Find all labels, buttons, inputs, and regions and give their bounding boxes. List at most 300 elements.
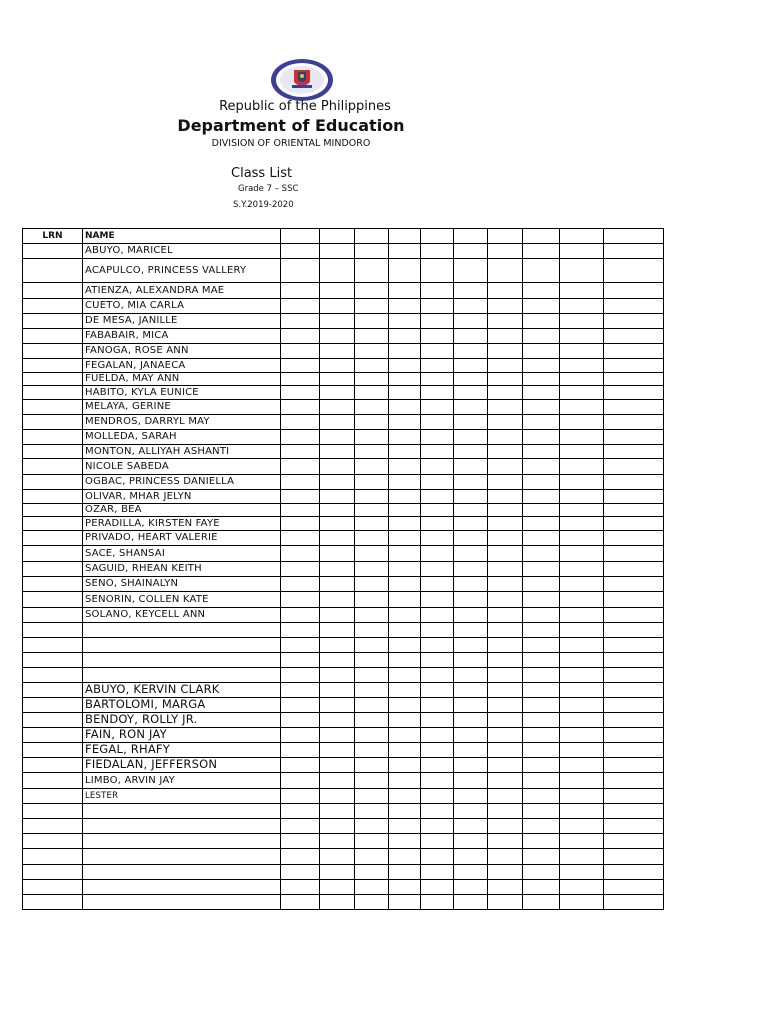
grade-cell	[389, 698, 421, 713]
grade-cell	[604, 804, 664, 819]
grade-cell	[523, 880, 560, 895]
grade-cell	[454, 834, 488, 849]
grade-cell	[281, 546, 320, 562]
grade-cell	[488, 683, 523, 698]
grade-cell	[320, 244, 355, 259]
grade-cell	[454, 490, 488, 504]
grade-cell	[488, 459, 523, 475]
grade-cell	[604, 430, 664, 445]
grade-cell	[604, 713, 664, 728]
student-name-cell: BARTOLOMI, MARGA	[83, 698, 281, 713]
grade-cell	[389, 259, 421, 283]
grade-cell	[560, 531, 604, 546]
table-row	[23, 592, 664, 608]
student-name-cell: OGBAC, PRINCESS DANIELLA	[83, 475, 281, 490]
table-row	[23, 415, 664, 430]
grade-cell	[560, 668, 604, 683]
grade-cell	[523, 244, 560, 259]
grade-cell	[560, 773, 604, 789]
student-name-cell	[83, 638, 281, 653]
grade-cell	[488, 430, 523, 445]
grade-cell	[488, 880, 523, 895]
grade-column-header	[355, 229, 389, 244]
grade-cell	[281, 819, 320, 834]
grade-column-header	[421, 229, 454, 244]
grade-cell	[281, 562, 320, 577]
grade-cell	[421, 698, 454, 713]
table-row	[23, 531, 664, 546]
grade-cell	[421, 430, 454, 445]
table-row	[23, 475, 664, 490]
table-row	[23, 819, 664, 834]
grade-cell	[355, 819, 389, 834]
school-year: S.Y.2019-2020	[233, 200, 294, 210]
student-name-cell	[83, 804, 281, 819]
grade-cell	[281, 415, 320, 430]
grade-cell	[523, 386, 560, 400]
grade-cell	[523, 849, 560, 865]
student-name-cell: CUETO, MIA CARLA	[83, 299, 281, 314]
grade-cell	[320, 314, 355, 329]
grade-cell	[488, 314, 523, 329]
grade-cell	[281, 490, 320, 504]
grade-cell	[421, 314, 454, 329]
grade-cell	[355, 592, 389, 608]
student-name-cell: FUELDA, MAY ANN	[83, 373, 281, 386]
grade-cell	[281, 244, 320, 259]
grade-cell	[454, 623, 488, 638]
table-row	[23, 430, 664, 445]
grade-cell	[560, 359, 604, 373]
lrn-cell	[23, 373, 83, 386]
grade-cell	[355, 546, 389, 562]
grade-cell	[421, 849, 454, 865]
lrn-cell	[23, 773, 83, 789]
grade-cell	[320, 504, 355, 517]
grade-cell	[454, 758, 488, 773]
student-name-cell: FABABAIR, MICA	[83, 329, 281, 344]
grade-cell	[389, 517, 421, 531]
grade-cell	[604, 895, 664, 910]
grade-cell	[389, 865, 421, 880]
grade-cell	[523, 865, 560, 880]
grade-cell	[389, 329, 421, 344]
grade-cell	[454, 728, 488, 743]
grade-cell	[281, 344, 320, 359]
table-row	[23, 743, 664, 758]
grade-cell	[488, 562, 523, 577]
student-name-cell: OZAR, BEA	[83, 504, 281, 517]
grade-cell	[320, 517, 355, 531]
grade-cell	[454, 804, 488, 819]
grade-cell	[421, 400, 454, 415]
grade-cell	[560, 623, 604, 638]
grade-cell	[488, 698, 523, 713]
grade-cell	[389, 490, 421, 504]
lrn-cell	[23, 819, 83, 834]
grade-cell	[488, 400, 523, 415]
grade-cell	[560, 475, 604, 490]
lrn-cell	[23, 608, 83, 623]
grade-cell	[389, 359, 421, 373]
lrn-cell	[23, 531, 83, 546]
grade-cell	[560, 834, 604, 849]
student-name-cell: SOLANO, KEYCELL ANN	[83, 608, 281, 623]
grade-cell	[604, 373, 664, 386]
table-row	[23, 259, 664, 283]
grade-cell	[560, 653, 604, 668]
grade-cell	[421, 789, 454, 804]
grade-section: Grade 7 – SSC	[238, 184, 299, 194]
grade-cell	[281, 577, 320, 592]
grade-cell	[488, 531, 523, 546]
grade-cell	[454, 865, 488, 880]
table-row	[23, 713, 664, 728]
table-row	[23, 577, 664, 592]
student-name-cell: FIEDALAN, JEFFERSON	[83, 758, 281, 773]
table-row	[23, 849, 664, 865]
grade-cell	[421, 459, 454, 475]
grade-cell	[281, 880, 320, 895]
grade-cell	[604, 445, 664, 459]
grade-cell	[488, 592, 523, 608]
grade-cell	[389, 683, 421, 698]
lrn-cell	[23, 789, 83, 804]
grade-cell	[421, 743, 454, 758]
grade-cell	[488, 490, 523, 504]
grade-cell	[604, 562, 664, 577]
table-row	[23, 546, 664, 562]
grade-cell	[604, 834, 664, 849]
lrn-cell	[23, 683, 83, 698]
grade-cell	[454, 299, 488, 314]
grade-cell	[454, 653, 488, 668]
name-column-header: NAME	[83, 229, 281, 244]
grade-cell	[454, 638, 488, 653]
grade-cell	[488, 577, 523, 592]
grade-cell	[281, 653, 320, 668]
lrn-cell	[23, 386, 83, 400]
class-list-title: Class List	[231, 166, 293, 181]
grade-cell	[523, 329, 560, 344]
grade-cell	[523, 517, 560, 531]
grade-cell	[281, 758, 320, 773]
table-row	[23, 758, 664, 773]
grade-cell	[355, 638, 389, 653]
grade-cell	[421, 653, 454, 668]
grade-cell	[454, 849, 488, 865]
grade-cell	[454, 562, 488, 577]
grade-cell	[355, 430, 389, 445]
student-name-cell: MENDROS, DARRYL MAY	[83, 415, 281, 430]
grade-cell	[281, 668, 320, 683]
grade-cell	[604, 773, 664, 789]
grade-cell	[523, 577, 560, 592]
table-row	[23, 314, 664, 329]
table-row	[23, 789, 664, 804]
grade-cell	[604, 283, 664, 299]
grade-cell	[560, 728, 604, 743]
grade-cell	[421, 895, 454, 910]
grade-cell	[454, 415, 488, 430]
grade-cell	[454, 698, 488, 713]
grade-cell	[560, 804, 604, 819]
student-name-cell: ACAPULCO, PRINCESS VALLERY	[83, 259, 281, 283]
grade-cell	[421, 531, 454, 546]
student-name-cell: SAGUID, RHEAN KEITH	[83, 562, 281, 577]
grade-cell	[604, 849, 664, 865]
student-name-cell: HABITO, KYLA EUNICE	[83, 386, 281, 400]
grade-cell	[281, 698, 320, 713]
table-row	[23, 683, 664, 698]
lrn-cell	[23, 849, 83, 865]
table-row	[23, 459, 664, 475]
grade-column-header	[604, 229, 664, 244]
lrn-cell	[23, 344, 83, 359]
table-row	[23, 608, 664, 623]
table-row	[23, 834, 664, 849]
lrn-cell	[23, 758, 83, 773]
grade-cell	[355, 373, 389, 386]
student-name-cell	[83, 880, 281, 895]
lrn-cell	[23, 283, 83, 299]
table-row	[23, 344, 664, 359]
grade-cell	[604, 299, 664, 314]
grade-cell	[355, 728, 389, 743]
grade-cell	[281, 430, 320, 445]
grade-cell	[421, 329, 454, 344]
student-name-cell: BENDOY, ROLLY JR.	[83, 713, 281, 728]
grade-cell	[454, 743, 488, 758]
grade-cell	[454, 713, 488, 728]
grade-cell	[604, 504, 664, 517]
grade-cell	[421, 683, 454, 698]
grade-cell	[421, 623, 454, 638]
grade-cell	[488, 865, 523, 880]
grade-cell	[320, 728, 355, 743]
class-list-table	[22, 228, 664, 910]
grade-cell	[320, 386, 355, 400]
table-row	[23, 880, 664, 895]
grade-cell	[281, 608, 320, 623]
grade-cell	[523, 430, 560, 445]
grade-cell	[488, 329, 523, 344]
grade-cell	[281, 373, 320, 386]
grade-cell	[604, 758, 664, 773]
grade-cell	[523, 490, 560, 504]
grade-cell	[454, 592, 488, 608]
student-name-cell: FEGALAN, JANAECA	[83, 359, 281, 373]
grade-cell	[488, 653, 523, 668]
lrn-cell	[23, 698, 83, 713]
student-name-cell	[83, 895, 281, 910]
grade-cell	[320, 773, 355, 789]
grade-cell	[560, 608, 604, 623]
grade-cell	[560, 344, 604, 359]
grade-cell	[421, 592, 454, 608]
grade-cell	[488, 517, 523, 531]
grade-cell	[454, 683, 488, 698]
grade-cell	[389, 773, 421, 789]
grade-cell	[355, 283, 389, 299]
grade-cell	[560, 880, 604, 895]
grade-cell	[454, 789, 488, 804]
grade-cell	[604, 880, 664, 895]
grade-cell	[421, 344, 454, 359]
grade-cell	[389, 531, 421, 546]
grade-cell	[355, 773, 389, 789]
grade-cell	[454, 546, 488, 562]
grade-cell	[320, 638, 355, 653]
grade-cell	[389, 344, 421, 359]
grade-cell	[320, 283, 355, 299]
grade-cell	[421, 415, 454, 430]
grade-cell	[488, 789, 523, 804]
grade-cell	[281, 804, 320, 819]
table-body	[23, 244, 664, 910]
grade-cell	[355, 713, 389, 728]
student-name-cell	[83, 819, 281, 834]
lrn-cell	[23, 668, 83, 683]
lrn-cell	[23, 834, 83, 849]
grade-cell	[320, 344, 355, 359]
table-row	[23, 400, 664, 415]
grade-cell	[560, 819, 604, 834]
grade-cell	[320, 592, 355, 608]
grade-cell	[389, 562, 421, 577]
grade-cell	[454, 386, 488, 400]
lrn-cell	[23, 592, 83, 608]
lrn-cell	[23, 475, 83, 490]
grade-cell	[604, 728, 664, 743]
grade-cell	[320, 490, 355, 504]
grade-cell	[523, 415, 560, 430]
grade-cell	[454, 259, 488, 283]
grade-cell	[355, 895, 389, 910]
grade-cell	[523, 743, 560, 758]
grade-cell	[454, 359, 488, 373]
deped-seal-logo	[270, 58, 334, 102]
lrn-cell	[23, 244, 83, 259]
grade-cell	[523, 314, 560, 329]
grade-column-header	[454, 229, 488, 244]
grade-cell	[604, 415, 664, 430]
grade-cell	[320, 475, 355, 490]
grade-cell	[454, 400, 488, 415]
grade-cell	[488, 299, 523, 314]
student-name-cell	[83, 623, 281, 638]
student-name-cell: ABUYO, MARICEL	[83, 244, 281, 259]
lrn-cell	[23, 865, 83, 880]
grade-cell	[355, 758, 389, 773]
lrn-cell	[23, 504, 83, 517]
grade-cell	[421, 834, 454, 849]
grade-cell	[421, 608, 454, 623]
grade-cell	[454, 819, 488, 834]
grade-cell	[454, 430, 488, 445]
student-name-cell: OLIVAR, MHAR JELYN	[83, 490, 281, 504]
grade-cell	[389, 758, 421, 773]
grade-cell	[355, 259, 389, 283]
grade-column-header	[523, 229, 560, 244]
lrn-cell	[23, 299, 83, 314]
grade-cell	[389, 638, 421, 653]
grade-cell	[389, 475, 421, 490]
grade-cell	[320, 562, 355, 577]
grade-cell	[355, 608, 389, 623]
lrn-cell	[23, 459, 83, 475]
lrn-cell	[23, 314, 83, 329]
grade-cell	[355, 314, 389, 329]
grade-cell	[320, 299, 355, 314]
grade-cell	[560, 577, 604, 592]
grade-cell	[320, 819, 355, 834]
student-name-cell: FAIN, RON JAY	[83, 728, 281, 743]
grade-cell	[560, 865, 604, 880]
grade-cell	[488, 283, 523, 299]
grade-cell	[389, 804, 421, 819]
grade-cell	[281, 728, 320, 743]
grade-cell	[523, 562, 560, 577]
table-row	[23, 517, 664, 531]
grade-cell	[523, 475, 560, 490]
grade-cell	[488, 668, 523, 683]
grade-cell	[421, 638, 454, 653]
grade-cell	[523, 653, 560, 668]
grade-cell	[604, 329, 664, 344]
department-heading: Department of Education	[177, 116, 405, 135]
grade-cell	[421, 475, 454, 490]
grade-cell	[523, 819, 560, 834]
grade-cell	[523, 592, 560, 608]
grade-cell	[421, 804, 454, 819]
grade-cell	[604, 819, 664, 834]
grade-cell	[320, 683, 355, 698]
grade-cell	[560, 314, 604, 329]
grade-cell	[355, 400, 389, 415]
grade-cell	[604, 386, 664, 400]
grade-cell	[421, 490, 454, 504]
grade-cell	[389, 445, 421, 459]
grade-cell	[389, 819, 421, 834]
grade-cell	[355, 653, 389, 668]
grade-cell	[560, 698, 604, 713]
grade-cell	[488, 834, 523, 849]
grade-cell	[604, 638, 664, 653]
grade-cell	[281, 314, 320, 329]
grade-cell	[523, 546, 560, 562]
grade-cell	[281, 592, 320, 608]
grade-cell	[355, 849, 389, 865]
lrn-cell	[23, 259, 83, 283]
grade-cell	[488, 758, 523, 773]
table-row	[23, 804, 664, 819]
grade-cell	[355, 359, 389, 373]
grade-cell	[454, 475, 488, 490]
grade-cell	[355, 880, 389, 895]
grade-cell	[421, 299, 454, 314]
grade-cell	[355, 415, 389, 430]
grade-cell	[523, 299, 560, 314]
grade-cell	[320, 698, 355, 713]
grade-cell	[604, 344, 664, 359]
grade-cell	[281, 283, 320, 299]
grade-cell	[421, 865, 454, 880]
grade-cell	[488, 386, 523, 400]
grade-cell	[355, 698, 389, 713]
grade-cell	[320, 834, 355, 849]
grade-cell	[604, 683, 664, 698]
